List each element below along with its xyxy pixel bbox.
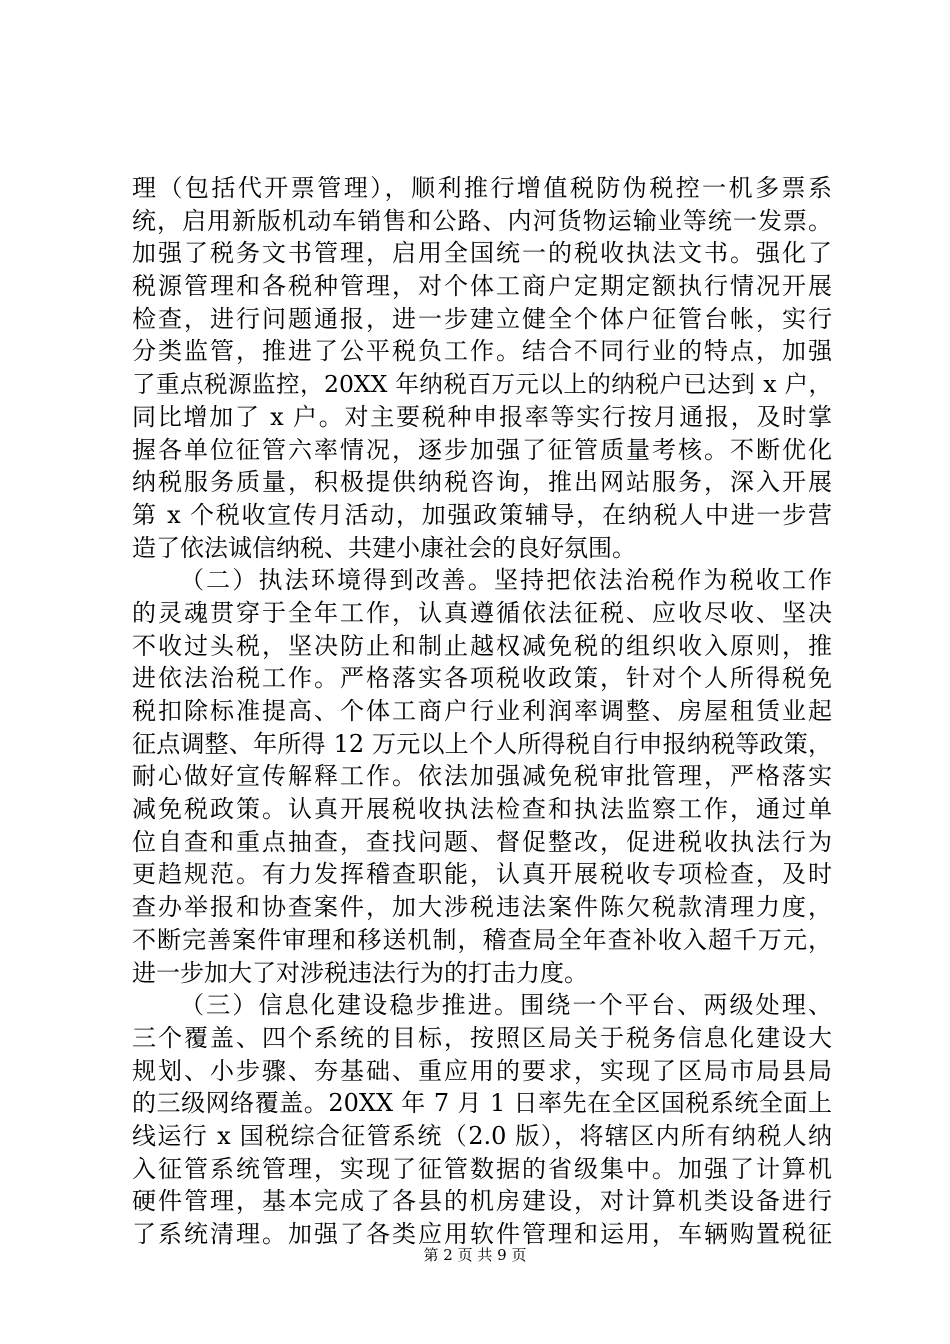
text-line: 征点调整、年所得 12 万元以上个人所得税自行申报纳税等政策， xyxy=(132,729,832,758)
text-line: 纳税服务质量，积极提供纳税咨询，推出网站服务，深入开展 xyxy=(132,468,832,497)
text-line: 进一步加大了对涉税违法行为的打击力度。 xyxy=(132,958,588,987)
text-line: 规划、小步骤、夯基础、重应用的要求，实现了区局市局县局 xyxy=(132,1056,832,1085)
text-line: 分类监管，推进了公平税负工作。结合不同行业的特点，加强 xyxy=(132,337,832,366)
text-line: 线运行 x 国税综合征管系统（2.0 版），将辖区内所有纳税人纳 xyxy=(132,1121,832,1150)
text-line: 减免税政策。认真开展税收执法检查和执法监察工作，通过单 xyxy=(132,795,832,824)
text-line: （二）执法环境得到改善。坚持把依法治税作为税收工作 xyxy=(180,566,832,595)
text-line: 同比增加了 x 户。对主要税种申报率等实行按月通报，及时掌 xyxy=(132,402,832,431)
text-line: 握各单位征管六率情况，逐步加强了征管质量考核。不断优化 xyxy=(132,435,832,464)
text-line: 不断完善案件审理和移送机制，稽查局全年查补收入超千万元， xyxy=(132,925,832,954)
text-line: 加强了税务文书管理，启用全国统一的税收执法文书。强化了 xyxy=(132,239,832,268)
text-line: 统，启用新版机动车销售和公路、内河货物运输业等统一发票。 xyxy=(132,206,832,235)
text-line: 进依法治税工作。严格落实各项税收政策，针对个人所得税免 xyxy=(132,664,832,693)
text-line: 不收过头税，坚决防止和制止越权减免税的组织收入原则，推 xyxy=(132,631,832,660)
text-line: 税源管理和各税种管理，对个体工商户定期定额执行情况开展 xyxy=(132,272,832,301)
text-line: 查办举报和协查案件，加大涉税违法案件陈欠税款清理力度， xyxy=(132,893,832,922)
text-line: 三个覆盖、四个系统的目标，按照区局关于税务信息化建设大 xyxy=(132,1023,832,1052)
text-line: 第 x 个税收宣传月活动，加强政策辅导，在纳税人中进一步营 xyxy=(132,500,832,529)
text-line: 税扣除标准提高、个体工商户行业利润率调整、房屋租赁业起 xyxy=(132,697,832,725)
text-line: 更趋规范。有力发挥稽查职能，认真开展税收专项检查，及时 xyxy=(132,860,832,889)
text-line: 入征管系统管理，实现了征管数据的省级集中。加强了计算机 xyxy=(132,1154,832,1183)
text-line: 耐心做好宣传解释工作。依法加强减免税审批管理，严格落实 xyxy=(132,762,832,791)
text-line: 理（包括代开票管理），顺利推行增值税防伪税控一机多票系 xyxy=(132,174,832,202)
text-line: 了系统清理。加强了各类应用软件管理和运用，车辆购置税征 xyxy=(132,1220,832,1248)
text-line: 位自查和重点抽查，查找问题、督促整改，促进税收执法行为 xyxy=(132,827,832,856)
text-line: 了重点税源监控，20XX 年纳税百万元以上的纳税户已达到 x 户， xyxy=(132,370,832,399)
text-line: 的三级网络覆盖。20XX 年 7 月 1 日率先在全区国税系统全面上 xyxy=(132,1089,832,1118)
text-line: 造了依法诚信纳税、共建小康社会的良好氛围。 xyxy=(132,533,636,562)
text-line: 硬件管理，基本完成了各县的机房建设，对计算机类设备进行 xyxy=(132,1187,832,1216)
text-line: 的灵魂贯穿于全年工作，认真遵循依法征税、应收尽收、坚决 xyxy=(132,598,832,627)
page-footer: 第 2 页 共 9 页 xyxy=(423,1246,527,1264)
text-line: （三）信息化建设稳步推进。围绕一个平台、两级处理、 xyxy=(180,991,832,1020)
document-body xyxy=(132,172,832,1251)
text-line: 检查，进行问题通报，进一步建立健全个体户征管台帐，实行 xyxy=(132,304,832,333)
